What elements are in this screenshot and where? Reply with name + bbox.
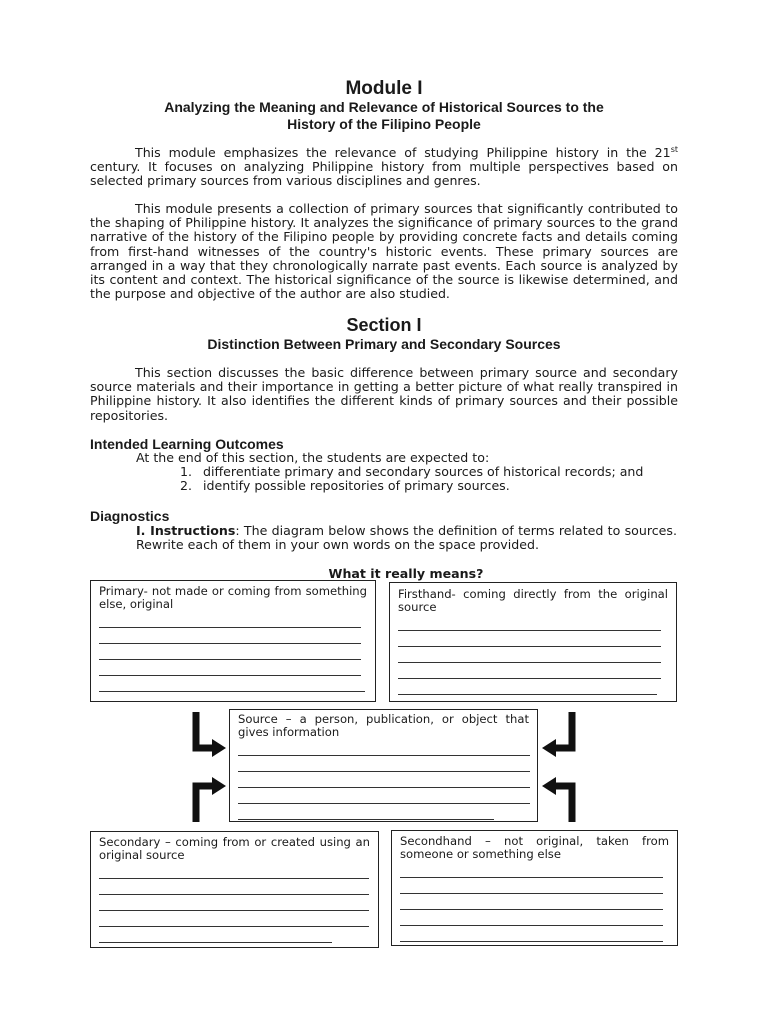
- outcome-text: differentiate primary and secondary sources of historical records; and: [203, 464, 644, 479]
- answer-line[interactable]: [398, 663, 661, 679]
- arrow-right-up-icon: [538, 770, 580, 822]
- answer-line[interactable]: [238, 788, 530, 804]
- outcome-num: 1.: [180, 464, 193, 479]
- answer-line[interactable]: [99, 676, 365, 692]
- instructions-text: : The diagram below shows the definition of terms related to sources. Rewrite each of them in your own words on the space provided.: [136, 523, 677, 553]
- outcomes-list: [180, 465, 677, 493]
- answer-line[interactable]: [99, 879, 369, 895]
- module-subtitle-line2: History of the Filipino People: [287, 116, 481, 132]
- section-title: Section I: [346, 315, 422, 335]
- source-box: [229, 709, 538, 822]
- answer-line[interactable]: [99, 895, 369, 911]
- section-paragraph: [90, 366, 678, 423]
- answer-line[interactable]: [238, 772, 530, 788]
- instructions-label: I. Instructions: [136, 523, 236, 538]
- primary-box: [90, 580, 376, 702]
- secondary-definition: Secondary – coming from or created using an original source: [99, 835, 370, 863]
- diagnostics-instructions: [136, 524, 677, 552]
- answer-line[interactable]: [400, 926, 663, 942]
- module-paragraph-2: [90, 202, 678, 301]
- secondary-box: [90, 831, 379, 948]
- answer-line[interactable]: [99, 612, 361, 628]
- source-definition: Source – a person, publication, or object that gives information: [238, 712, 529, 740]
- answer-line[interactable]: [238, 740, 530, 756]
- answer-line[interactable]: [398, 615, 661, 631]
- outcome-item-2: [180, 479, 677, 493]
- primary-definition: Primary- not made or coming from something else, original: [99, 584, 367, 612]
- answer-line[interactable]: [400, 862, 663, 878]
- section-subtitle: Distinction Between Primary and Secondary Sources: [207, 336, 561, 352]
- answer-line[interactable]: [99, 660, 361, 676]
- answer-line[interactable]: [400, 894, 663, 910]
- module-subtitle-line1: Analyzing the Meaning and Relevance of Historical Sources to the: [164, 99, 604, 115]
- answer-line[interactable]: [398, 631, 661, 647]
- outcome-num: 2.: [180, 478, 193, 494]
- diagram-title: What it really means?: [328, 566, 484, 581]
- answer-line[interactable]: [238, 804, 494, 820]
- outcomes-heading: Intended Learning Outcomes: [90, 436, 284, 452]
- para2-text: This module presents a collection of primary sources that significantly contributed to the shaping of Philippine history. It analyzes the significance of primary sources to the grand narrative of the history of the Filipino people by providing concrete facts and details coming from first-hand witnesses of the country's historic events. These primary sources are arranged in a way that they chronologically narrate past events. Each source is analyzed by its content and context. The historical significance of the source is likewise determined, and the purpose and objective of the author are also studied.: [90, 201, 678, 302]
- arrow-left-up-icon: [188, 770, 230, 822]
- secondhand-definition: Secondhand – not original, taken from someone or something else: [400, 834, 669, 862]
- para1-text-a: This module emphasizes the relevance of studying Philippine history in the 21: [135, 145, 671, 160]
- answer-line[interactable]: [99, 863, 369, 879]
- answer-line[interactable]: [99, 628, 361, 644]
- section-para-text: This section discusses the basic difference between primary source and secondary source materials and their importance in getting a better picture of what really transpired in Philippine history. It also identifies the different kinds of primary sources and their possible repositories.: [90, 365, 678, 423]
- answer-line[interactable]: [238, 756, 530, 772]
- answer-line[interactable]: [400, 878, 663, 894]
- arrow-left-down-icon: [188, 712, 230, 764]
- diagnostics-heading: Diagnostics: [90, 508, 170, 524]
- answer-line[interactable]: [400, 910, 663, 926]
- answer-line[interactable]: [99, 927, 332, 943]
- firsthand-definition: Firsthand- coming directly from the original source: [398, 587, 668, 615]
- para1-sup: st: [670, 144, 678, 154]
- para1-text-b: century. It focuses on analyzing Philippine history from multiple perspectives based on selected primary sources from various disciplines and genres.: [90, 159, 678, 189]
- answer-line[interactable]: [99, 644, 361, 660]
- arrow-right-down-icon: [538, 712, 580, 764]
- answer-line[interactable]: [398, 679, 657, 695]
- outcome-text: identify possible repositories of primary sources.: [203, 478, 510, 494]
- outcomes-intro: At the end of this section, the students are expected to:: [136, 450, 490, 465]
- secondhand-box: [391, 830, 678, 946]
- outcome-item-1: [180, 465, 677, 479]
- module-title: Module I: [345, 78, 423, 99]
- answer-line[interactable]: [398, 647, 661, 663]
- module-paragraph-1: [90, 146, 678, 189]
- firsthand-box: [389, 582, 677, 702]
- answer-line[interactable]: [99, 911, 369, 927]
